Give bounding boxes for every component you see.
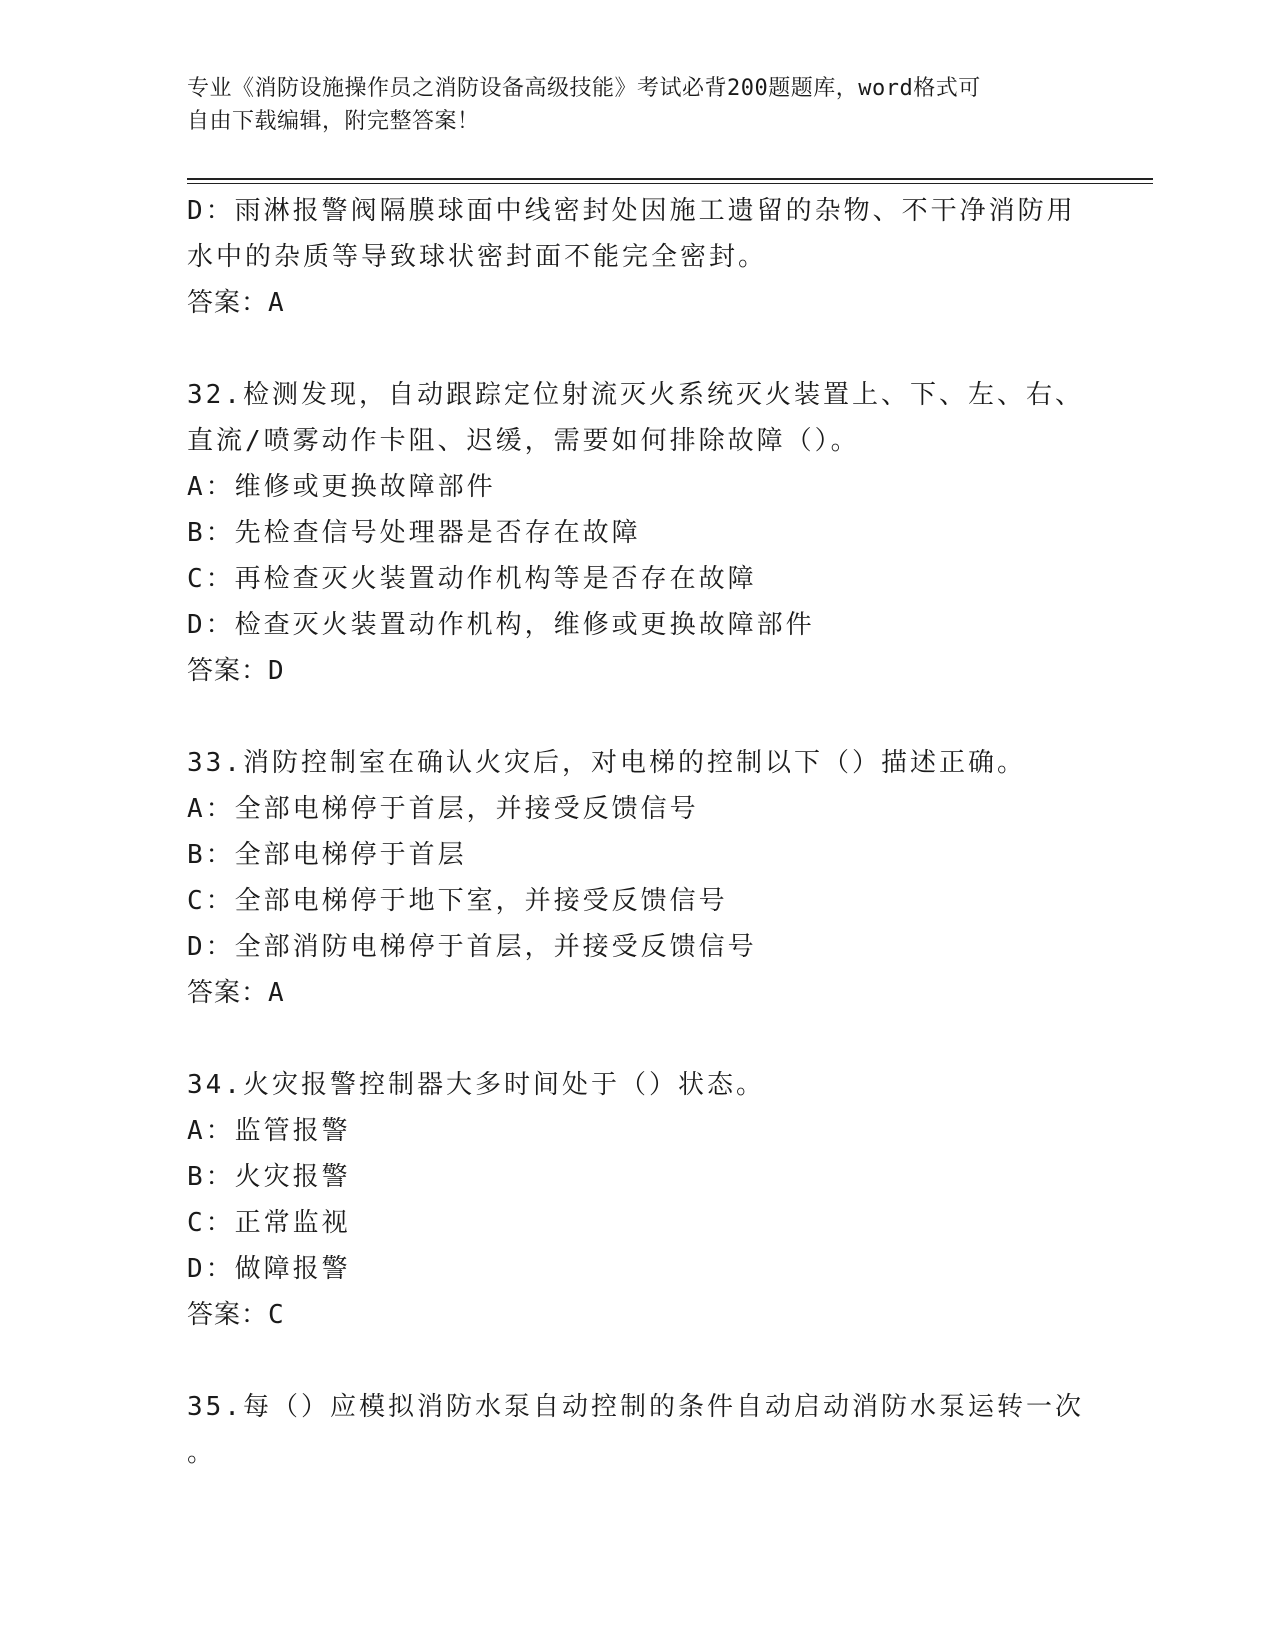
option-d: D：雨淋报警阀隔膜球面中线密封处因施工遗留的杂物、不干净消防用 — [187, 196, 1076, 226]
header-divider-thick — [187, 178, 1153, 180]
option-a: A：监管报警 — [187, 1116, 351, 1146]
question-stem: 34.火灾报警控制器大多时间处于（）状态。 — [187, 1070, 765, 1100]
answer-row — [187, 280, 1087, 326]
option-a: A：全部电梯停于首层，并接受反馈信号 — [187, 794, 699, 824]
answer-value: C — [268, 1300, 287, 1330]
question-34 — [187, 1062, 1087, 1338]
document-header — [187, 72, 1067, 138]
question-stem: 32.检测发现，自动跟踪定位射流灭火系统灭火装置上、下、左、右、 — [187, 380, 1084, 410]
option-d-continued: 水中的杂质等导致球状密封面不能完全密封。 — [187, 242, 768, 272]
answer-row — [187, 648, 1087, 694]
answer-label: 答案： — [187, 978, 269, 1008]
question-35 — [187, 1384, 1087, 1476]
question-stem-continued: 。 — [187, 1438, 217, 1468]
answer-label: 答案： — [187, 1300, 269, 1330]
header-line-1: 专业《消防设施操作员之消防设备高级技能》考试必背200题题库，word格式可 — [187, 76, 981, 101]
option-a: A：维修或更换故障部件 — [187, 472, 496, 502]
option-b: B：全部电梯停于首层 — [187, 840, 467, 870]
option-c: C：正常监视 — [187, 1208, 351, 1238]
answer-value: A — [268, 978, 287, 1008]
header-divider-thin — [187, 183, 1153, 184]
question-32 — [187, 372, 1087, 694]
answer-row — [187, 1292, 1087, 1338]
question-31-tail — [187, 188, 1087, 326]
answer-value: D — [268, 656, 287, 686]
option-c: C：全部电梯停于地下室，并接受反馈信号 — [187, 886, 728, 916]
option-c: C：再检查灭火装置动作机构等是否存在故障 — [187, 564, 757, 594]
answer-row — [187, 970, 1087, 1016]
header-line-2: 自由下载编辑，附完整答案！ — [187, 109, 480, 134]
option-b: B：先检查信号处理器是否存在故障 — [187, 518, 641, 548]
option-b: B：火灾报警 — [187, 1162, 351, 1192]
answer-label: 答案： — [187, 288, 269, 318]
question-stem: 35.每（）应模拟消防水泵自动控制的条件自动启动消防水泵运转一次 — [187, 1392, 1084, 1422]
answer-value: A — [268, 288, 287, 318]
answer-label: 答案： — [187, 656, 269, 686]
option-d: D：检查灭火装置动作机构，维修或更换故障部件 — [187, 610, 815, 640]
option-d: D：全部消防电梯停于首层，并接受反馈信号 — [187, 932, 757, 962]
question-list — [187, 188, 1087, 1476]
question-stem-continued: 直流/喷雾动作卡阻、迟缓，需要如何排除故障（）。 — [187, 426, 860, 456]
option-d: D：做障报警 — [187, 1254, 351, 1284]
question-stem: 33.消防控制室在确认火灾后，对电梯的控制以下（）描述正确。 — [187, 748, 1026, 778]
question-33 — [187, 740, 1087, 1016]
